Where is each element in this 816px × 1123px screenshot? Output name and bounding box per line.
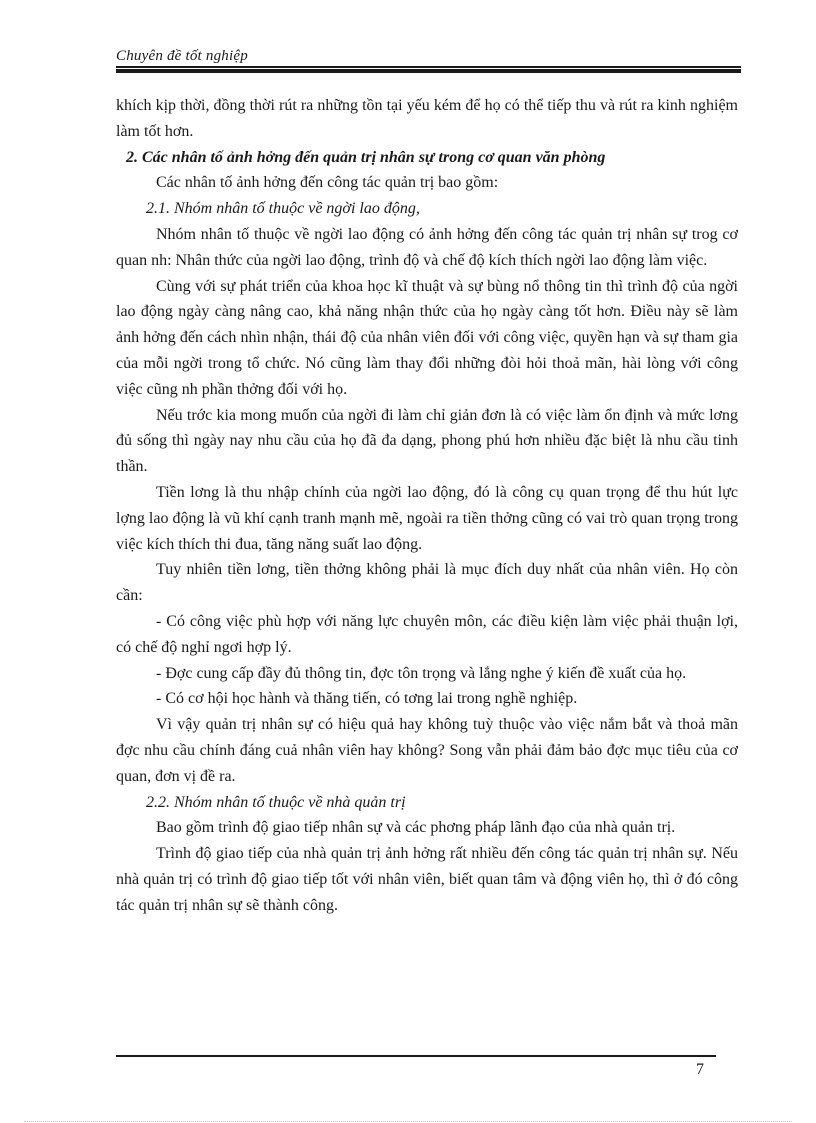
body-paragraph: Nếu trớc kia mong muốn của ngời đi làm chỉ giản đơn là có việc làm ổn định và mức lơng đủ sống thì ngày nay nhu cầu của họ đã đa dạng, phong phú hơn nhiều đặc biệt là nhu cầu tinh thần. — [116, 406, 738, 476]
body-paragraph: Trình độ giao tiếp của nhà quản trị ảnh hởng rất nhiều đến công tác quản trị nhân sự. Nếu nhà quản trị có trình độ giao tiếp tốt với nhân viên, biết quan tâm và động viên họ, thì ở đó công tác quản trị nhân sự sẽ thành công. — [116, 845, 738, 914]
body-paragraph: Tuy nhiên tiền lơng, tiền thởng không phải là mục đích duy nhất của nhân viên. Họ còn cần: — [116, 561, 738, 605]
body-paragraph: Vì vậy quản trị nhân sự có hiệu quả hay không tuỳ thuộc vào việc nắm bắt và thoả mãn đợc nhu cầu chính đáng cuả nhân viên hay không? Song vẫn phải đảm bảo đợc mục tiêu của cơ quan, đơn vị đề ra. — [116, 716, 738, 785]
header-rule-thin — [116, 66, 741, 68]
section-heading-2: 2. Các nhân tố ảnh hởng đến quản trị nhân sự trong cơ quan văn phòng — [126, 148, 606, 166]
list-item: - Đợc cung cấp đầy đủ thông tin, đợc tôn trọng và lắng nghe ý kiến đề xuất của họ. — [156, 664, 687, 682]
body-paragraph: Nhóm nhân tố thuộc về ngời lao động có ảnh hởng đến công tác quản trị nhân sự trog cơ quan nh: Nhân thức của ngời lao động, trình độ và chế độ kích thích ngời lao động làm việc. — [116, 225, 738, 269]
subsection-heading-2-1: 2.1. Nhóm nhân tố thuộc về ngời lao động, — [146, 200, 420, 218]
body-paragraph: Các nhân tố ảnh hởng đến công tác quản trị bao gồm: — [156, 174, 499, 192]
page-bottom-edge — [24, 1121, 792, 1122]
body-paragraph: Tiền lơng là thu nhập chính của ngời lao động, đó là công cụ quan trọng để thu hút lực lợng lao động là vũ khí cạnh tranh mạnh mẽ, ngoài ra tiền thởng cũng có vai trò quan trọng trong việc kích thích thi đua, tăng năng suất lao động. — [116, 483, 738, 553]
list-item: - Có công việc phù hợp với năng lực chuyên môn, các điều kiện làm việc phải thuận lợi, có chế độ nghỉ ngơi hợp lý. — [116, 612, 738, 656]
body-paragraph-continuation: khích kịp thời, đồng thời rút ra những tồn tại yếu kém để họ có thể tiếp thu và rút ra kinh nghiệm làm tốt hơn. — [116, 97, 738, 140]
running-header-title: Chuyên đề tốt nghiệp — [116, 48, 248, 64]
body-paragraph: Cùng với sự phát triển của khoa học kĩ thuật và sự bùng nổ thông tin thì trình độ của ngời lao động ngày càng nâng cao, khả năng nhận thức của họ ngày càng tốt hơn. Điều này sẽ làm ảnh hởng đến cách nhìn nhận, thái độ của nhân viên đối với công việc, quyền hạn và sự tham gia của mỗi ngời trong tổ chức. Nó cũng làm thay đổi những đòi hỏi thoả mãn, hài lòng với công việc cũng nh phần thởng đối với họ. — [116, 277, 738, 398]
header-rule-thick — [116, 69, 741, 73]
page-body — [116, 93, 738, 919]
list-item: - Có cơ hội học hành và thăng tiến, có tơng lai trong nghề nghiệp. — [156, 690, 578, 708]
body-paragraph: Bao gồm trình độ giao tiếp nhân sự và các phơng pháp lãnh đạo của nhà quản trị. — [156, 819, 676, 837]
footer-rule — [116, 1055, 716, 1057]
page-number: 7 — [696, 1061, 704, 1078]
subsection-heading-2-2: 2.2. Nhóm nhân tố thuộc về nhà quản trị — [146, 793, 406, 811]
